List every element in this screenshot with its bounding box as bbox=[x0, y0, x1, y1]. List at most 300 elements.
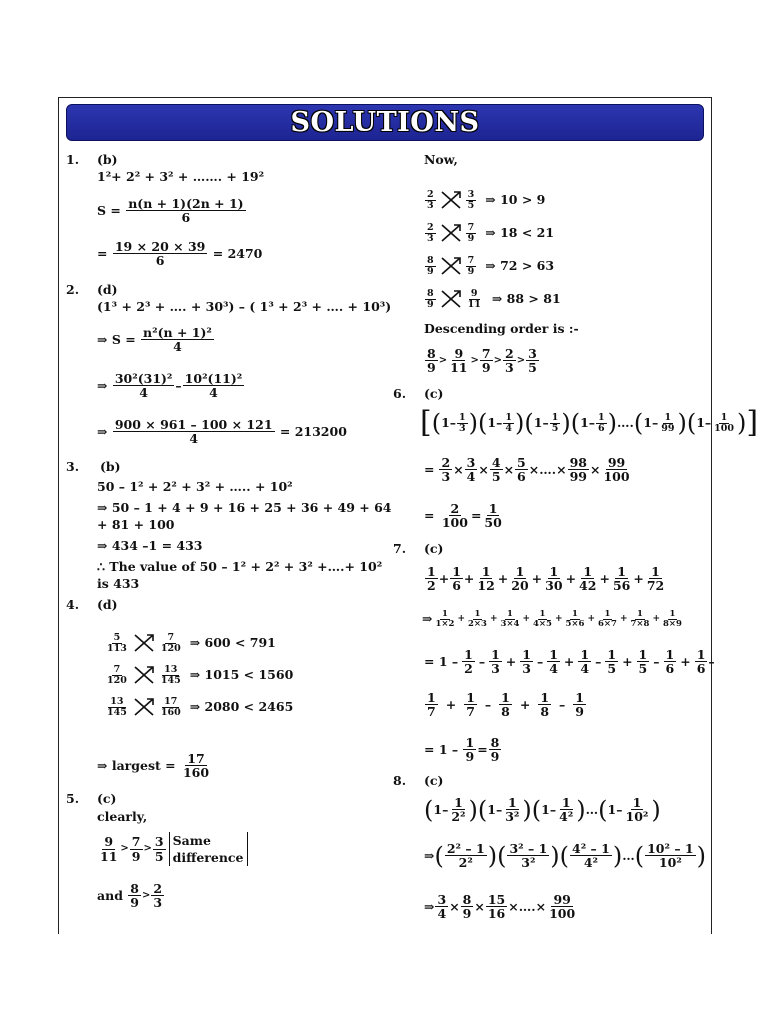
q8-prod-frac bbox=[435, 893, 448, 920]
q8-prod-frac-den: 9 bbox=[462, 906, 472, 922]
q7-result: = 1 – $\frac{1}{9}$ = $\frac{8}{9}$ bbox=[424, 735, 500, 765]
tele-frac bbox=[695, 648, 708, 675]
q5-order: $\frac{9}{11}$ > $\frac{7}{9}$ > $\frac{3}{5}$ Same difference bbox=[97, 832, 248, 866]
q4-frac-b bbox=[159, 665, 183, 686]
q7-frac2 bbox=[596, 610, 619, 629]
times: × bbox=[503, 461, 515, 477]
q8-prod-frac-num: 99 bbox=[553, 892, 571, 907]
q4-row-result: ⇒ 2080 < 2465 bbox=[189, 699, 294, 715]
q4-row bbox=[104, 660, 293, 686]
gt-sign: > bbox=[493, 354, 502, 366]
cmp-frac-b-den: 9 bbox=[467, 232, 475, 244]
q4-frac-b-den: 145 bbox=[160, 674, 181, 686]
times: × bbox=[478, 461, 489, 477]
q7-frac-den: 2 bbox=[427, 578, 436, 594]
q8-step bbox=[424, 842, 706, 869]
q2-line1: (1³ + 2³ + …. + 30³) – ( 1³ + 2³ + …. + 10³) bbox=[97, 299, 392, 314]
order-frac-den: 9 bbox=[481, 360, 491, 376]
q6-prod-frac-den: 3 bbox=[441, 469, 451, 485]
q8-term-num: 1 bbox=[561, 795, 571, 810]
q8-prod-frac bbox=[461, 893, 474, 920]
times: × bbox=[528, 461, 540, 477]
q7-frac-num: 1 bbox=[481, 564, 491, 579]
q3-line3: + 81 + 100 bbox=[97, 517, 175, 532]
operator: – bbox=[484, 696, 492, 712]
compare-result: ⇒ 10 > 9 bbox=[485, 192, 546, 208]
q6-prod-frac-den: 99 bbox=[569, 469, 587, 485]
q8-expression bbox=[424, 796, 661, 823]
q4-row bbox=[104, 628, 276, 654]
q7-frac2-den: 6×7 bbox=[597, 618, 617, 629]
tele-frac-den: 3 bbox=[491, 661, 500, 677]
tele-frac bbox=[605, 648, 618, 675]
gt-sign: > bbox=[516, 354, 526, 366]
order-frac-num: 8 bbox=[427, 346, 436, 361]
times: × bbox=[453, 461, 464, 477]
q6-term bbox=[503, 413, 514, 434]
cmp-frac-a-num: 8 bbox=[427, 288, 434, 299]
q4-number: 4. bbox=[66, 597, 80, 612]
q7-frac2-num: 1 bbox=[507, 609, 513, 619]
q7-frac2 bbox=[563, 610, 586, 629]
q8-term2-num: 10² – 1 bbox=[647, 841, 694, 856]
cmp-frac-a-den: 3 bbox=[427, 232, 434, 244]
plus: + bbox=[531, 570, 543, 586]
plus: + bbox=[565, 570, 577, 586]
implies: ⇒ bbox=[424, 898, 435, 914]
operator: – bbox=[536, 653, 544, 669]
q4-frac-b bbox=[159, 633, 183, 654]
q6-prod-frac bbox=[490, 456, 503, 483]
q7-frac-num: 1 bbox=[617, 564, 626, 579]
q2-number: 2. bbox=[66, 282, 80, 297]
tele-frac-den: 9 bbox=[575, 704, 584, 720]
tele-frac-den: 4 bbox=[549, 661, 558, 677]
paren: ) bbox=[651, 795, 661, 824]
operator: + bbox=[680, 653, 691, 669]
ellipsis: …. bbox=[518, 898, 536, 914]
q3-line6: is 433 bbox=[97, 576, 140, 591]
q2-formula: ⇒ S = $\frac{\text{n²(n + 1)²}}{4}$ bbox=[97, 325, 212, 355]
cmp-frac-b-den: 5 bbox=[467, 199, 475, 211]
q8-term-den: 4² bbox=[559, 809, 574, 825]
q8-term2 bbox=[507, 842, 549, 869]
paren: ) bbox=[677, 409, 687, 437]
tele-frac-num: 1 bbox=[665, 647, 675, 662]
paren: ( bbox=[686, 409, 697, 437]
q6-prod-frac-den: 4 bbox=[466, 469, 476, 485]
ellipsis: … bbox=[585, 801, 599, 817]
plus: + bbox=[457, 614, 465, 625]
operator: – bbox=[653, 653, 660, 669]
order-frac-num: 3 bbox=[528, 346, 537, 361]
q7-frac2-num: 1 bbox=[604, 609, 611, 619]
tele-frac-den: 8 bbox=[501, 704, 510, 720]
tele-frac-num: 1 bbox=[427, 690, 436, 705]
plus: + bbox=[463, 570, 475, 586]
q6-prod-frac bbox=[515, 456, 528, 483]
q6-term bbox=[550, 413, 561, 434]
operator: + bbox=[445, 696, 457, 712]
q8-term bbox=[624, 796, 651, 823]
q6-number: 6. bbox=[393, 386, 407, 401]
tele-frac-num: 1 bbox=[466, 690, 475, 705]
tele-frac-num: 1 bbox=[501, 690, 510, 705]
operator: – bbox=[478, 653, 486, 669]
q7-frac2 bbox=[661, 610, 684, 629]
order-frac bbox=[448, 347, 469, 374]
paren: ( bbox=[598, 795, 608, 824]
paren: ) bbox=[468, 409, 479, 437]
cmp-frac-a-num: 2 bbox=[427, 189, 434, 200]
operator: – bbox=[559, 696, 566, 712]
q6-prod-frac-num: 5 bbox=[517, 455, 526, 470]
tele-frac-den: 4 bbox=[580, 661, 590, 677]
q1-line1: 1²+ 2² + 3² + ……. + 19² bbox=[97, 169, 265, 184]
one: 1 bbox=[487, 801, 496, 817]
plus: + bbox=[438, 570, 450, 586]
tele-frac bbox=[637, 648, 650, 675]
tele-frac bbox=[520, 648, 533, 675]
tele-frac-num: 1 bbox=[580, 647, 590, 662]
cmp-frac-a-num: 8 bbox=[427, 255, 434, 266]
cmp-frac-b bbox=[466, 289, 483, 310]
cmp-frac-a-den: 3 bbox=[427, 199, 434, 211]
minus: – bbox=[549, 801, 557, 817]
left-bracket: [ bbox=[420, 405, 432, 440]
paren: ) bbox=[696, 841, 706, 870]
q7-tele2 bbox=[424, 690, 587, 718]
gt-sign: > bbox=[470, 354, 479, 366]
q4-row bbox=[104, 692, 293, 718]
q7-frac-den: 42 bbox=[579, 578, 597, 594]
paren: ) bbox=[515, 409, 525, 437]
q7-frac-den: 56 bbox=[612, 578, 631, 594]
cmp-frac-b bbox=[466, 223, 477, 244]
q4-row-result: ⇒ 600 < 791 bbox=[189, 635, 276, 651]
operator: – bbox=[708, 653, 715, 669]
cross-multiply-arrow-icon bbox=[439, 189, 463, 211]
q8-term2-num: 4² – 1 bbox=[572, 841, 610, 856]
q2-step: ⇒ $\frac{\text{30²(31)²}}{4}$ – $\frac{\text{10²(11)²}}{4}$ bbox=[97, 371, 243, 401]
q7-frac2-den: 2×3 bbox=[467, 618, 487, 629]
tele-frac-den: 3 bbox=[522, 661, 531, 677]
q5-number: 5. bbox=[66, 791, 80, 806]
operator: – bbox=[595, 653, 602, 669]
q6-prod-frac-num: 4 bbox=[491, 455, 501, 470]
implies: ⇒ bbox=[424, 847, 435, 863]
cross-multiply-arrow-icon bbox=[132, 696, 156, 718]
q7-frac-num: 1 bbox=[651, 564, 660, 579]
q6-prod-frac-num: 98 bbox=[569, 455, 587, 470]
tele-frac bbox=[489, 648, 502, 675]
q6-prod-frac bbox=[568, 456, 589, 483]
page-title: SOLUTIONS bbox=[290, 107, 480, 138]
q4-row-result: ⇒ 1015 < 1560 bbox=[189, 667, 294, 683]
q8-term2 bbox=[645, 842, 696, 869]
q4-largest: ⇒ largest = $\frac{17}{160}$ bbox=[97, 751, 210, 781]
q8-prod-frac bbox=[486, 893, 507, 920]
q7-frac-num: 1 bbox=[549, 564, 559, 579]
plus: + bbox=[497, 570, 509, 586]
order-frac-num: 2 bbox=[504, 346, 514, 361]
q5-line1: clearly, bbox=[97, 809, 148, 824]
q7-frac bbox=[509, 565, 530, 592]
q4-frac-a-den: 113 bbox=[107, 642, 127, 654]
compare-result: ⇒ 72 > 63 bbox=[485, 258, 555, 274]
cross-multiply-arrow-icon bbox=[439, 288, 463, 310]
paren: ) bbox=[522, 795, 532, 824]
cross-multiply-arrow-icon bbox=[132, 664, 156, 686]
tele-frac-num: 1 bbox=[540, 690, 550, 705]
q4-frac-a bbox=[105, 633, 129, 654]
tele-frac-num: 1 bbox=[549, 647, 558, 662]
q7-frac bbox=[577, 565, 598, 592]
cmp-frac-a bbox=[425, 289, 436, 310]
ellipsis: …. bbox=[539, 461, 557, 477]
q7-frac bbox=[543, 565, 564, 592]
compare-result: ⇒ 18 < 21 bbox=[485, 225, 555, 241]
cmp-frac-b-num: 9 bbox=[470, 288, 478, 299]
ellipsis: …. bbox=[617, 415, 634, 430]
q6-term-den: 99 bbox=[661, 422, 675, 434]
q8-answer: (c) bbox=[424, 773, 444, 788]
q6-prod-frac-den: 100 bbox=[603, 469, 630, 485]
cmp-frac-a-den: 9 bbox=[427, 265, 434, 277]
compare-row bbox=[424, 284, 561, 310]
q6-prod-frac-num: 3 bbox=[466, 455, 476, 470]
q6-term-num: 1 bbox=[664, 411, 672, 423]
q7-frac bbox=[450, 565, 463, 592]
tele-frac-den: 5 bbox=[638, 661, 648, 677]
q7-frac2-num: 1 bbox=[442, 609, 448, 619]
paren: ) bbox=[468, 795, 478, 824]
q8-term bbox=[449, 796, 467, 823]
paren: ( bbox=[524, 409, 534, 437]
paren: ( bbox=[424, 795, 434, 824]
q8-term2-den: 4² bbox=[583, 855, 599, 871]
q4-frac-a-num: 13 bbox=[110, 696, 124, 707]
q8-term-den: 10² bbox=[625, 809, 649, 825]
cmp-frac-b bbox=[466, 256, 477, 277]
q6-term-num: 1 bbox=[459, 411, 466, 423]
q7-frac-den: 30 bbox=[545, 578, 563, 594]
tele-frac-num: 1 bbox=[491, 647, 500, 662]
q7-frac bbox=[475, 565, 496, 592]
cmp-frac-b-num: 3 bbox=[467, 189, 475, 200]
times: × bbox=[535, 898, 547, 914]
q6-prod-frac-den: 5 bbox=[491, 469, 501, 485]
q6-term bbox=[659, 413, 676, 434]
paren: ( bbox=[633, 409, 644, 437]
cmp-frac-a-num: 2 bbox=[427, 222, 434, 233]
q6-product bbox=[424, 456, 633, 483]
q4-answer: (d) bbox=[97, 597, 118, 612]
compare-row bbox=[424, 218, 554, 244]
q4-frac-a-den: 120 bbox=[107, 674, 127, 686]
q6-term-den: 4 bbox=[505, 422, 512, 434]
compare-result: ⇒ 88 > 81 bbox=[491, 291, 561, 307]
q6-term bbox=[596, 413, 607, 434]
q6-term-den: 100 bbox=[714, 422, 734, 434]
tele-frac-den: 6 bbox=[665, 661, 675, 677]
q7-frac-num: 1 bbox=[583, 564, 593, 579]
q5-answer: (c) bbox=[97, 791, 117, 806]
q4-frac-a bbox=[105, 697, 129, 718]
q7-frac2-num: 1 bbox=[539, 609, 546, 619]
cmp-frac-b bbox=[466, 190, 477, 211]
cross-multiply-arrow-icon bbox=[439, 222, 463, 244]
paren: ) bbox=[737, 409, 747, 437]
paren: ( bbox=[531, 795, 542, 824]
descending-label: Descending order is :- bbox=[424, 321, 579, 336]
tele-frac bbox=[664, 648, 677, 675]
tele-frac-num: 1 bbox=[522, 647, 531, 662]
tele-frac-num: 1 bbox=[575, 690, 584, 705]
q7-frac bbox=[611, 565, 632, 592]
cmp-frac-a-den: 9 bbox=[427, 298, 434, 310]
one: 1 bbox=[433, 801, 443, 817]
q7-frac-den: 20 bbox=[511, 578, 529, 594]
paren: ( bbox=[634, 841, 645, 870]
q8-term2-den: 2² bbox=[458, 855, 473, 871]
paren: ( bbox=[559, 841, 570, 870]
tele-frac-den: 2 bbox=[464, 661, 473, 677]
q7-frac2-den: 4×5 bbox=[532, 618, 552, 629]
cmp-frac-b-den: 11 bbox=[467, 298, 481, 310]
tele-frac-den: 8 bbox=[540, 704, 550, 720]
q6-term bbox=[712, 413, 736, 434]
order-frac bbox=[526, 347, 539, 374]
one: 1 bbox=[487, 415, 497, 430]
q7-frac2 bbox=[628, 610, 651, 629]
q8-prod-frac-den: 4 bbox=[437, 906, 447, 922]
q6-term-num: 1 bbox=[720, 411, 728, 423]
q6-prod-frac bbox=[465, 456, 478, 483]
q7-frac2 bbox=[433, 610, 456, 629]
tele-frac-den: 7 bbox=[466, 704, 475, 720]
paren: ( bbox=[570, 409, 581, 437]
tele-frac bbox=[464, 691, 477, 718]
q6-prod-frac-den: 6 bbox=[517, 469, 526, 485]
q1-result: = $\frac{19 \times 20 \times 39}{6}$ = 2470 bbox=[97, 239, 263, 269]
cmp-frac-a bbox=[425, 223, 436, 244]
plus: + bbox=[619, 614, 628, 625]
order-frac bbox=[480, 347, 493, 374]
q8-term2-den: 10² bbox=[658, 855, 682, 871]
q8-term2-num: 3² – 1 bbox=[509, 841, 548, 856]
implies: ⇒ bbox=[422, 611, 433, 627]
order-frac-den: 11 bbox=[450, 360, 468, 376]
times: × bbox=[474, 898, 485, 914]
times: × bbox=[449, 898, 460, 914]
tele-frac-den: 6 bbox=[696, 661, 706, 677]
q6-prod-frac bbox=[439, 456, 452, 483]
q7-frac2 bbox=[466, 610, 489, 629]
minus: – bbox=[588, 415, 596, 430]
equals: = bbox=[424, 461, 435, 477]
q7-frac2-den: 5×6 bbox=[565, 618, 585, 629]
plus: + bbox=[652, 614, 660, 625]
q4-frac-a bbox=[105, 665, 129, 686]
tele-frac-num: 1 bbox=[464, 647, 473, 662]
tele-frac-num: 1 bbox=[607, 647, 617, 662]
q8-prod-frac-num: 3 bbox=[437, 892, 447, 907]
q8-prod-frac-num: 8 bbox=[462, 892, 472, 907]
q4-frac-b-den: 120 bbox=[160, 642, 181, 654]
q8-term-den: 2² bbox=[451, 809, 466, 825]
q5-and: and $\frac{8}{9}$ > $\frac{2}{3}$ bbox=[97, 881, 163, 911]
one: 1 bbox=[533, 415, 543, 430]
q7-frac bbox=[425, 565, 438, 592]
times: × bbox=[556, 461, 567, 477]
plus: + bbox=[489, 614, 498, 625]
q7-frac2-den: 1×2 bbox=[435, 618, 455, 629]
minus: – bbox=[442, 801, 449, 817]
order-frac-num: 9 bbox=[454, 346, 464, 361]
q8-prod-frac-den: 100 bbox=[549, 906, 576, 922]
order-frac bbox=[503, 347, 516, 374]
q6-prod-frac-num: 2 bbox=[441, 455, 451, 470]
q8-term-num: 1 bbox=[632, 795, 642, 810]
tele-frac-den: 7 bbox=[427, 704, 436, 720]
q6-term-den: 5 bbox=[551, 422, 559, 434]
one: 1 bbox=[696, 415, 705, 430]
q8-prod-frac-num: 15 bbox=[487, 892, 506, 907]
q6-result: = $\frac{2}{100}$ = $\frac{1}{50}$ bbox=[424, 501, 502, 531]
tele-frac-num: 1 bbox=[638, 647, 648, 662]
tele-frac bbox=[573, 691, 586, 718]
q2-answer: (d) bbox=[97, 282, 118, 297]
q6-term-num: 1 bbox=[551, 411, 559, 423]
q6-answer: (c) bbox=[424, 386, 444, 401]
paren: ( bbox=[431, 409, 442, 437]
minus: – bbox=[449, 415, 457, 430]
paren: ( bbox=[434, 841, 444, 870]
tele-frac bbox=[425, 691, 438, 718]
q7-frac-den: 72 bbox=[646, 578, 665, 594]
paren: ) bbox=[607, 409, 618, 437]
plus: + bbox=[587, 614, 595, 625]
q3-line1: 50 – 1² + 2² + 3² + ….. + 10² bbox=[97, 479, 293, 494]
tele-frac bbox=[499, 691, 512, 718]
cmp-frac-b-num: 7 bbox=[467, 222, 475, 233]
minus: – bbox=[616, 801, 623, 817]
q8-number: 8. bbox=[393, 773, 407, 788]
q7-frac-num: 1 bbox=[452, 564, 461, 579]
q6-term-num: 1 bbox=[598, 411, 605, 423]
order-frac-den: 9 bbox=[427, 360, 436, 376]
tele-start: = 1 – bbox=[424, 653, 459, 669]
q3-number: 3. bbox=[66, 459, 80, 474]
order-frac-num: 7 bbox=[481, 346, 491, 361]
q6-expression bbox=[420, 405, 759, 440]
q8-term2 bbox=[570, 842, 612, 869]
solutions-banner bbox=[66, 104, 704, 141]
q7-frac-num: 1 bbox=[515, 564, 525, 579]
q4-frac-b bbox=[159, 697, 183, 718]
paren: ( bbox=[497, 841, 507, 870]
q6-prod-frac-num: 99 bbox=[607, 455, 626, 470]
order-frac-den: 5 bbox=[528, 360, 537, 376]
q1-number: 1. bbox=[66, 152, 80, 167]
one: 1 bbox=[441, 415, 450, 430]
q8-term2-den: 3² bbox=[521, 855, 536, 871]
paren: ) bbox=[487, 841, 498, 870]
plus: + bbox=[599, 570, 610, 586]
operator: + bbox=[563, 653, 575, 669]
paren: ( bbox=[477, 795, 488, 824]
